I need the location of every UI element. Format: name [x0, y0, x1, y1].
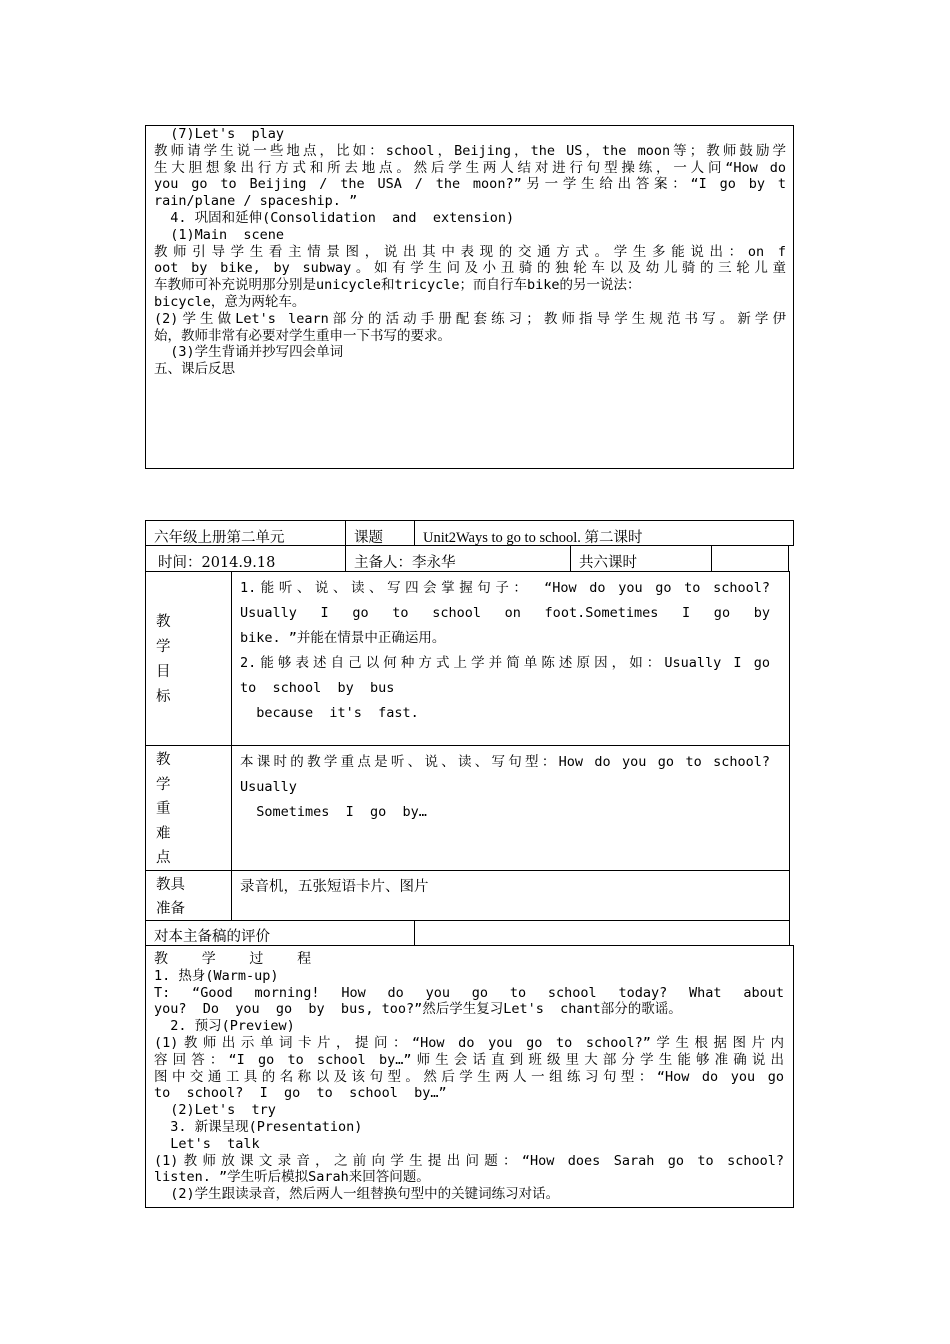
goals-label-char: 学 [156, 639, 171, 655]
process-line: Let's talk [154, 1135, 260, 1152]
topic-cell [414, 520, 794, 546]
text-line: (7)Let's play [154, 126, 285, 142]
process-line: (2)学生跟读录音，然后两人一组替换句型中的关键词练习对话。 [154, 1186, 560, 1203]
goals-content-cell [231, 571, 790, 746]
process-line: (2)Let's try [154, 1102, 276, 1119]
text-line: 教师引导学生看主情景图，说出其中表现的交通方式。学生多能说出：on f [154, 243, 786, 260]
text-line: 生大胆想象出行方式和所去地点。然后学生两人结对进行句型操练，一人问“How do [154, 159, 786, 176]
goals-label-cell [145, 571, 232, 746]
text-line: (2)学生做Let's learn部分的活动手册配套练习；教师指导学生规范书写。新学伊 [154, 310, 786, 327]
text-line: oot by bike, by subway。如有学生问及小丑骑的独轮车以及幼儿骑的三轮儿童 [154, 260, 786, 277]
text-line: rain/plane / spaceship. ” [154, 193, 358, 210]
keypoints-label-char: 重 [156, 801, 171, 817]
goals-line: bike. ”并能在情景中正确运用。 [240, 630, 446, 646]
process-heading: 教 学 过 程 [154, 951, 312, 967]
author-label: 主备人：李永华 [354, 555, 456, 571]
keypoints-label-char: 难 [156, 825, 171, 842]
date-cell [145, 545, 346, 572]
keypoints-content-cell [231, 745, 790, 871]
text-line: you go to Beijing / the USA / the moon?”另一学生给出答案：“I go by t [154, 176, 786, 193]
text-line: 五、课后反思 [154, 361, 235, 378]
process-line: listen. ”学生听后模拟Sarah来回答问题。 [154, 1169, 430, 1186]
goals-label-char: 教 [156, 614, 171, 630]
process-block [145, 945, 794, 1208]
process-line: to school? I go to school by…” [154, 1085, 447, 1102]
goals-line: because it's fast. [240, 705, 419, 721]
evaluation-label: 对本主备稿的评价 [154, 929, 270, 945]
grade-label: 六年级上册第二单元 [154, 530, 285, 546]
goals-line: Usually I go to school on foot.Sometimes I go by [240, 605, 770, 621]
empty-cell [711, 545, 789, 572]
goals-label-char: 目 [156, 664, 171, 680]
text-line: 教师请学生说一些地点，比如：school，Beijing，the US，the moon等；教师鼓励学 [154, 142, 786, 159]
text-line: (1)Main scene [154, 226, 285, 243]
keypoints-line: Usually [240, 779, 297, 795]
process-line: T: “Good morning! How do you go to school today? What about [154, 984, 784, 1001]
process-line: 容回答：“I go to school by…”师生会话直到班级里大部分学生能够准确说出 [154, 1051, 784, 1068]
process-line: you? Do you go by bus, too?”然后学生复习Let's chant部分的歌谣。 [154, 1001, 682, 1018]
evaluation-label-cell [145, 920, 415, 946]
keypoints-label-char: 学 [156, 776, 171, 793]
topic-label-cell [345, 520, 415, 546]
text-line: bicycle，意为两轮车。 [154, 293, 306, 310]
text-line: 始，教师非常有必要对学生重申一下书写的要求。 [154, 327, 451, 344]
keypoints-line: Sometimes I go by… [240, 804, 427, 820]
process-line: 图中交通工具的名称以及该句型。然后学生两人一组练习句型：“How do you go [154, 1068, 784, 1085]
materials-text: 录音机，五张短语卡片、图片 [240, 879, 429, 895]
goals-line: 1.能听、说、读、写四会掌握句子： “How do you go to school? [240, 580, 770, 596]
goals-line: 2.能够表述自己以何种方式上学并简单陈述原因，如：Usually I go [240, 655, 770, 671]
author-cell [345, 545, 571, 572]
text-line: 4. 巩固和延伸(Consolidation and extension) [154, 209, 515, 226]
total-label: 共六课时 [579, 555, 637, 571]
process-line: (1)教师出示单词卡片，提问：“How do you go to school?”学生根据图片内 [154, 1034, 784, 1051]
materials-content-cell [231, 870, 790, 921]
process-line: 1. 热身(Warm-up) [154, 967, 279, 984]
topic-label: 课题 [354, 530, 383, 546]
keypoints-label-char: 教 [156, 752, 171, 768]
text-line: 车教师可补充说明那分别是unicycle和tricycle；而自行车bike的另一说法： [154, 277, 641, 294]
process-line: 2. 预习(Preview) [154, 1018, 295, 1035]
evaluation-content-cell [414, 920, 790, 946]
materials-label-line: 准备 [156, 901, 185, 917]
grade-cell [145, 520, 346, 546]
goals-label-char: 标 [156, 689, 171, 705]
materials-label-cell [145, 870, 232, 921]
date-label: 时间：2014.9.18 [158, 555, 276, 571]
keypoints-line: 本课时的教学重点是听、说、读、写句型：How do you go to school? [240, 754, 770, 770]
text-line: (3)学生背诵并抄写四会单词 [154, 344, 344, 361]
keypoints-label-char: 点 [156, 850, 171, 866]
keypoints-label-cell [145, 745, 232, 871]
total-cell [570, 545, 712, 572]
top-text-block [145, 125, 794, 469]
process-line: 3. 新课呈现(Presentation) [154, 1118, 363, 1135]
materials-label-line: 教具 [156, 877, 185, 893]
goals-line: to school by bus [240, 680, 395, 696]
topic-value: Unit2Ways to go to school. 第二课时 [423, 530, 643, 546]
process-line: (1)教师放课文录音，之前向学生提出问题：“How does Sarah go to school? [154, 1152, 784, 1169]
